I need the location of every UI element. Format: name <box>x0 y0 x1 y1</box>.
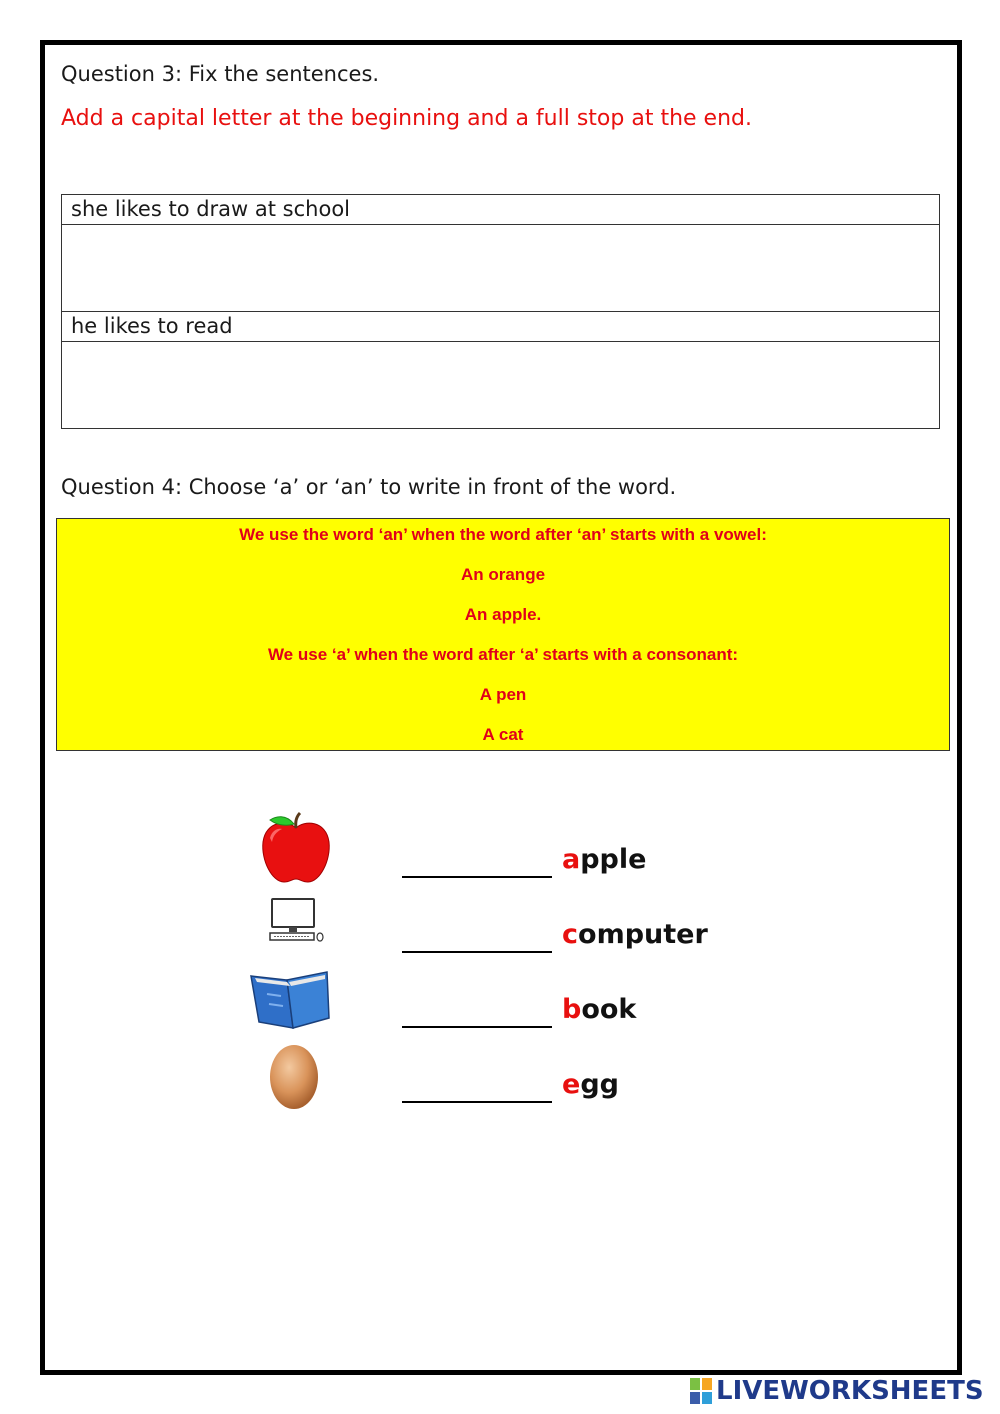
article-blank-book[interactable] <box>402 1002 552 1028</box>
word-first-letter: a <box>562 844 581 875</box>
rule-line-3: An apple. <box>464 605 542 624</box>
article-rule-box <box>56 518 950 751</box>
rule-line-1: We use the word ‘an’ when the word after ‘an’ starts with a vowel: <box>239 525 767 544</box>
question-3-title: Question 3: Fix the sentences. <box>61 62 380 86</box>
question-4-title: Question 4: Choose ‘a’ or ‘an’ to write in front of the word. <box>61 475 677 499</box>
word-rest: ook <box>581 994 637 1025</box>
sentence-table <box>61 194 940 429</box>
rule-line-5: A pen <box>479 685 527 704</box>
word-rest: omputer <box>578 919 708 950</box>
article-blank-apple[interactable] <box>402 852 552 878</box>
rule-line-2: An orange <box>460 565 546 584</box>
sentence-prompt-2: he likes to read <box>62 312 940 342</box>
rule-line-4: We use ‘a’ when the word after ‘a’ starts with a consonant: <box>267 645 739 664</box>
liveworksheets-brand <box>690 1376 984 1406</box>
apple-icon <box>258 810 334 886</box>
egg-icon <box>266 1041 322 1111</box>
rule-line-6: A cat <box>482 725 524 744</box>
sentence-answer-input-2[interactable] <box>62 342 939 428</box>
article-blank-egg[interactable] <box>402 1077 552 1103</box>
word-row-egg <box>0 1031 1000 1106</box>
word-rest: gg <box>580 1069 619 1100</box>
sentence-answer-cell-2 <box>62 342 940 429</box>
liveworksheets-logo-icon <box>690 1378 712 1404</box>
word-first-letter: b <box>562 994 582 1025</box>
sentence-answer-cell-1 <box>62 225 940 312</box>
liveworksheets-wordmark: LIVEWORKSHEETS <box>716 1376 984 1406</box>
word-rest: pple <box>580 844 647 875</box>
word-row-book <box>0 956 1000 1031</box>
word-book <box>562 994 636 1025</box>
question-3-instruction: Add a capital letter at the beginning and a full stop at the end. <box>61 106 752 131</box>
word-egg <box>562 1069 619 1100</box>
word-row-computer <box>0 881 1000 956</box>
word-row-apple <box>0 806 1000 881</box>
word-apple <box>562 844 646 875</box>
computer-icon <box>266 895 326 945</box>
sentence-prompt-1: she likes to draw at school <box>62 195 940 225</box>
sentence-answer-input-1[interactable] <box>62 225 939 311</box>
word-first-letter: c <box>562 919 579 950</box>
article-blank-computer[interactable] <box>402 927 552 953</box>
word-first-letter: e <box>562 1069 581 1100</box>
book-icon <box>247 966 333 1030</box>
word-computer <box>562 919 708 950</box>
